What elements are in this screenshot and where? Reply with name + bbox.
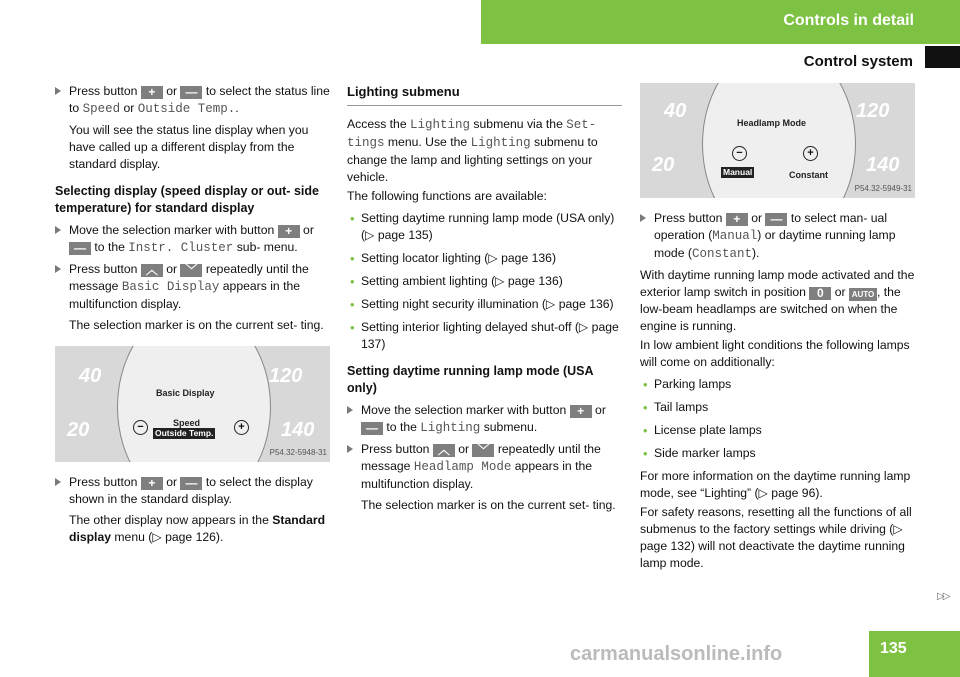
step-arrow-icon — [347, 406, 353, 414]
step-arrow-icon — [55, 87, 61, 95]
step-arrow-icon — [55, 265, 61, 273]
watermark: carmanualsonline.info — [570, 643, 783, 665]
step-note: The other display now appears in the Standard display menu (▷ page 126). — [69, 513, 326, 544]
minus-key-icon: — — [180, 86, 202, 99]
section-title: Controls in detail — [783, 12, 914, 29]
list-item: • Parking lamps — [643, 377, 732, 392]
list-item: • Setting interior lighting delayed shut-off (▷ page 137) — [350, 320, 619, 351]
list-item: • Setting locator lighting (▷ page 136) — [350, 251, 557, 266]
paragraph: In low ambient light conditions the following lamps will come on additionally: — [640, 338, 910, 369]
step-arrow-icon — [55, 226, 61, 234]
gauge-number: 20 — [67, 419, 90, 441]
step-select-status-line: Press button + or — to select the status line to Speed or Outside Temp.. — [55, 83, 330, 118]
section-heading: Lighting submenu — [347, 83, 622, 106]
subsection-marker — [925, 46, 960, 68]
plus-circle-icon: + — [803, 146, 818, 161]
step-arrow-icon — [347, 445, 353, 453]
gauge-number: 40 — [664, 100, 687, 122]
plus-key-icon: + — [141, 477, 163, 490]
step-press-until: Press button ︿ or ﹀ repeatedly until the message Headlamp Mode appears in the multifunction display. — [347, 441, 622, 493]
display-title: Basic Display — [156, 388, 215, 398]
gauge-number: 140 — [866, 154, 900, 176]
step-move-marker: Move the selection marker with button + or — to the Lighting submenu. — [347, 402, 622, 437]
list-item: • License plate lamps — [643, 423, 762, 438]
continue-icon: ▷▷ — [937, 591, 949, 602]
minus-key-icon: — — [361, 422, 383, 435]
gauge-number: 140 — [281, 419, 315, 441]
auto-position-icon: AUTO — [849, 288, 877, 301]
figure-code: P54.32-5949-31 — [854, 184, 912, 193]
step-note: The selection marker is on the current set- ting. — [69, 318, 324, 332]
paragraph: Access the Lighting submenu via the Set- tings menu. Use the Lighting submenu to change the lamp and lighting settings on your vehicle. — [347, 117, 598, 184]
column-right — [640, 83, 915, 574]
step-note: The selection marker is on the current set- ting. — [361, 498, 616, 512]
up-key-icon: ︿ — [433, 444, 455, 457]
step-select-display: Press button + or — to select the display shown in the standard display. — [55, 474, 330, 508]
zero-position-icon: 0 — [809, 287, 831, 300]
subsection-title: Control system — [803, 53, 913, 70]
column-middle — [347, 83, 622, 518]
section-heading: Selecting display (speed display or out- side temperature) for standard display — [55, 184, 319, 215]
step-move-marker: Move the selection marker with button + or — to the Instr. Cluster sub- menu. — [55, 222, 330, 257]
minus-circle-icon: − — [133, 420, 148, 435]
gauge-number: 40 — [79, 365, 102, 387]
minus-key-icon: — — [69, 242, 91, 255]
selected-option: Outside Temp. — [155, 428, 214, 438]
list-item: • Side marker lamps — [643, 446, 756, 461]
gauge-number: 120 — [269, 365, 303, 387]
selected-option: Manual — [723, 167, 753, 177]
paragraph: For safety reasons, resetting all the functions of all submenus to the factory settings while driving (▷ page 132) will not deactivate the daytime running lamp mode. — [640, 505, 912, 570]
display-option: Speed — [173, 418, 201, 428]
page-number: 135 — [880, 640, 907, 657]
paragraph: The following functions are available: — [347, 189, 547, 203]
section-heading: Setting daytime running lamp mode (USA only) — [347, 364, 594, 395]
step-note: You will see the status line display when you have called up a different display from the standard display. — [69, 123, 309, 171]
display-option: Constant — [789, 170, 828, 180]
display-title: Headlamp Mode — [737, 118, 807, 128]
paragraph: For more information on the daytime running lamp mode, see “Lighting” (▷ page 96). — [640, 469, 911, 500]
plus-key-icon: + — [726, 213, 748, 226]
minus-key-icon: — — [765, 213, 787, 226]
list-item: • Setting ambient lighting (▷ page 136) — [350, 274, 563, 289]
column-left — [55, 83, 330, 550]
up-key-icon: ︿ — [141, 264, 163, 277]
paragraph: With daytime running lamp mode activated and the exterior lamp switch in position 0 or AUTO , the low-beam headlamps are switched on when the engine is running. — [640, 268, 915, 333]
minus-circle-icon: − — [732, 146, 747, 161]
down-key-icon: ﹀ — [472, 444, 494, 457]
step-arrow-icon — [640, 214, 646, 222]
list-item: • Setting daytime running lamp mode (USA only) (▷ page 135) — [350, 211, 615, 242]
gauge-arc — [117, 346, 271, 462]
plus-circle-icon: + — [234, 420, 249, 435]
minus-key-icon: — — [180, 477, 202, 490]
headlamp-mode-panel — [640, 83, 915, 198]
step-arrow-icon — [55, 478, 61, 486]
gauge-arc — [702, 83, 856, 198]
figure-code: P54.32-5948-31 — [269, 448, 327, 457]
step-select-mode: Press button + or — to select man- ual operation (Manual) or daytime running lamp mode (Constant). — [640, 210, 915, 263]
down-key-icon: ﹀ — [180, 264, 202, 277]
plus-key-icon: + — [141, 86, 163, 99]
plus-key-icon: + — [278, 225, 300, 238]
gauge-number: 120 — [856, 100, 890, 122]
list-item: • Setting night security illumination (▷ page 136) — [350, 297, 614, 312]
gauge-number: 20 — [652, 154, 675, 176]
basic-display-panel — [55, 346, 330, 462]
list-item: • Tail lamps — [643, 400, 709, 415]
step-press-until: Press button ︿ or ﹀ repeatedly until the message Basic Display appears in the multifunction display. — [55, 261, 330, 313]
plus-key-icon: + — [570, 405, 592, 418]
